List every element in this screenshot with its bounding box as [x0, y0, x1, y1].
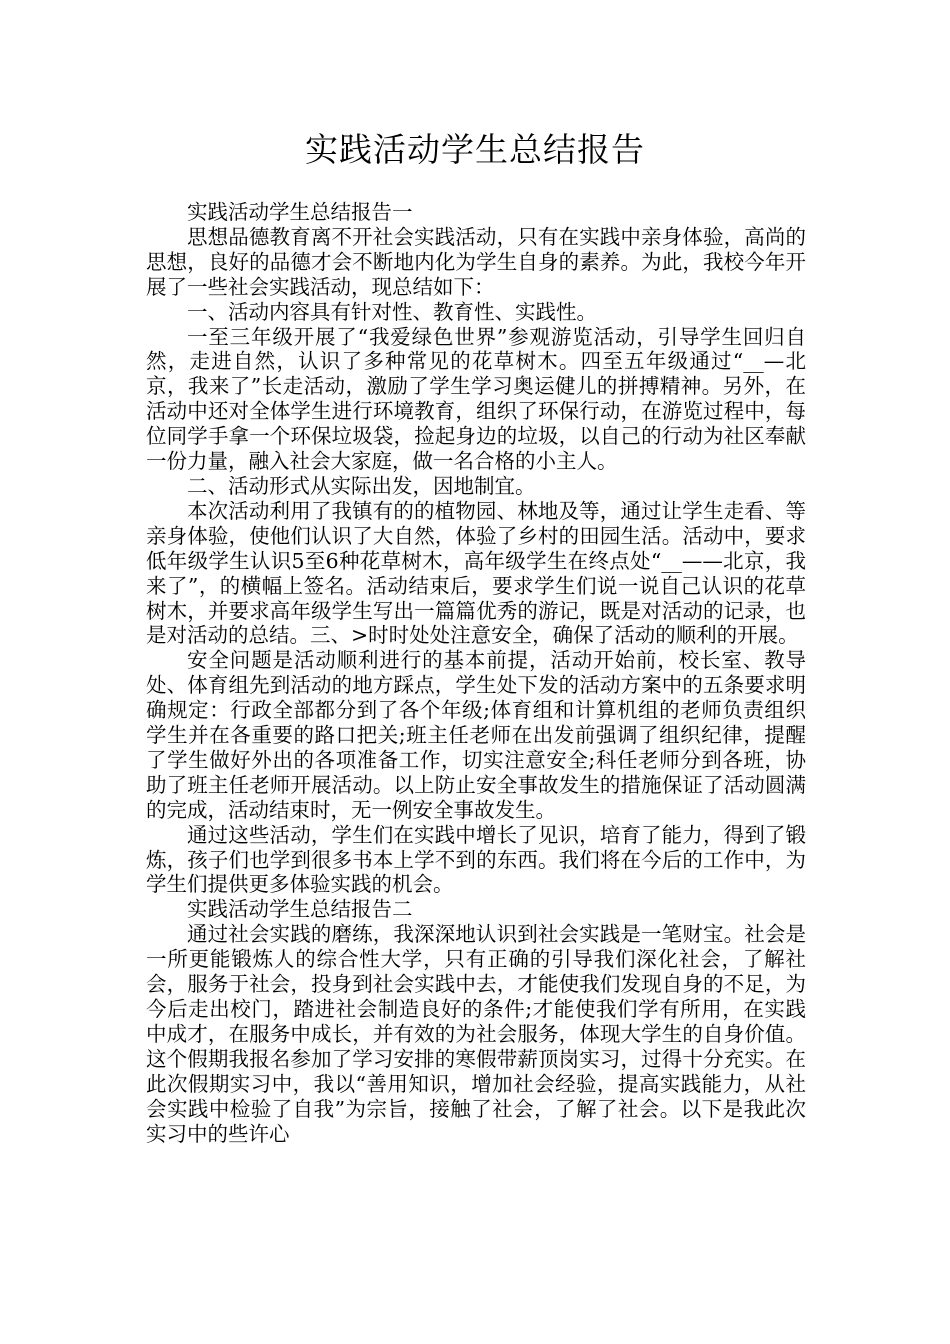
section-heading: 一、活动内容具有针对性、教育性、实践性。 — [187, 299, 597, 324]
paragraph: 通过这些活动，学生们在实践中增长了见识，培育了能力，得到了锻炼，孩子们也学到很多书本上学不到的东西。我们将在今后的工作中，为学生们提供更多体验实践的机会。 — [146, 822, 806, 897]
paragraph: 思想品德教育离不开社会实践活动，只有在实践中亲身体验，高尚的思想，良好的品德才会不断地内化为学生自身的素养。为此，我校今年开展了一些社会实践活动，现总结如下： — [146, 224, 806, 299]
paragraph: 一至三年级开展了“我爱绿色世界”参观游览活动，引导学生回归自然，走进自然，认识了多种常见的花草树木。四至五年级通过“__—北京，我来了”长走活动，激励了学生学习奥运健儿的拼搏精神。另外，在活动中还对全体学生进行环境教育，组织了环保行动，在游览过程中，每位同学手拿一个环保垃圾袋，捡起身边的垃圾，以自己的行动为社区奉献一份力量，融入社会大家庭，做一名合格的小主人。 — [146, 324, 806, 474]
document-title: 实践活动学生总结报告 — [305, 130, 645, 169]
report-two-heading: 实践活动学生总结报告二 — [187, 897, 413, 922]
document-body — [146, 200, 806, 1146]
report-one-heading: 实践活动学生总结报告一 — [187, 200, 413, 224]
section-heading: 二、活动形式从实际出发，因地制宜。 — [187, 473, 536, 498]
paragraph: 通过社会实践的磨练，我深深地认识到社会实践是一笔财宝。社会是一所更能锻炼人的综合性大学，只有正确的引导我们深化社会，了解社会，服务于社会，投身到社会实践中去，才能使我们发现自身的不足，为今后走出校门，踏进社会制造良好的条件;才能使我们学有所用，在实践中成才，在服务中成长，并有效的为社会服务，体现大学生的自身价值。这个假期我报名参加了学习安排的寒假带薪顶岗实习，过得十分充实。在此次假期实习中，我以“善用知识，增加社会经验，提高实践能力，从社会实践中检验了自我”为宗旨，接触了社会，了解了社会。以下是我此次实习中的些许心 — [146, 922, 806, 1146]
paragraph: 本次活动利用了我镇有的的植物园、林地及等，通过让学生走看、等亲身体验，使他们认识了大自然，体验了乡村的田园生活。活动中，要求低年级学生认识5至6种花草树木，高年级学生在终点处“__——北京，我来了”，的横幅上签名。活动结束后，要求学生们说一说自己认识的花草树木，并要求高年级学生写出一篇篇优秀的游记，既是对活动的记录，也是对活动的总结。三、>时时处处注意安全，确保了活动的顺利的开展。 — [146, 498, 806, 648]
paragraph: 安全问题是活动顺利进行的基本前提，活动开始前，校长室、教导处、体育组先到活动的地方踩点，学生处下发的活动方案中的五条要求明确规定：行政全部都分到了各个年级;体育组和计算机组的老师负责组织学生并在各重要的路口把关;班主任老师在出发前强调了组织纪律，提醒了学生做好外出的各项准备工作，切实注意安全;科任老师分到各班，协助了班主任老师开展活动。以上防止安全事故发生的措施保证了活动圆满的完成，活动结束时，无一例安全事故发生。 — [146, 648, 806, 822]
